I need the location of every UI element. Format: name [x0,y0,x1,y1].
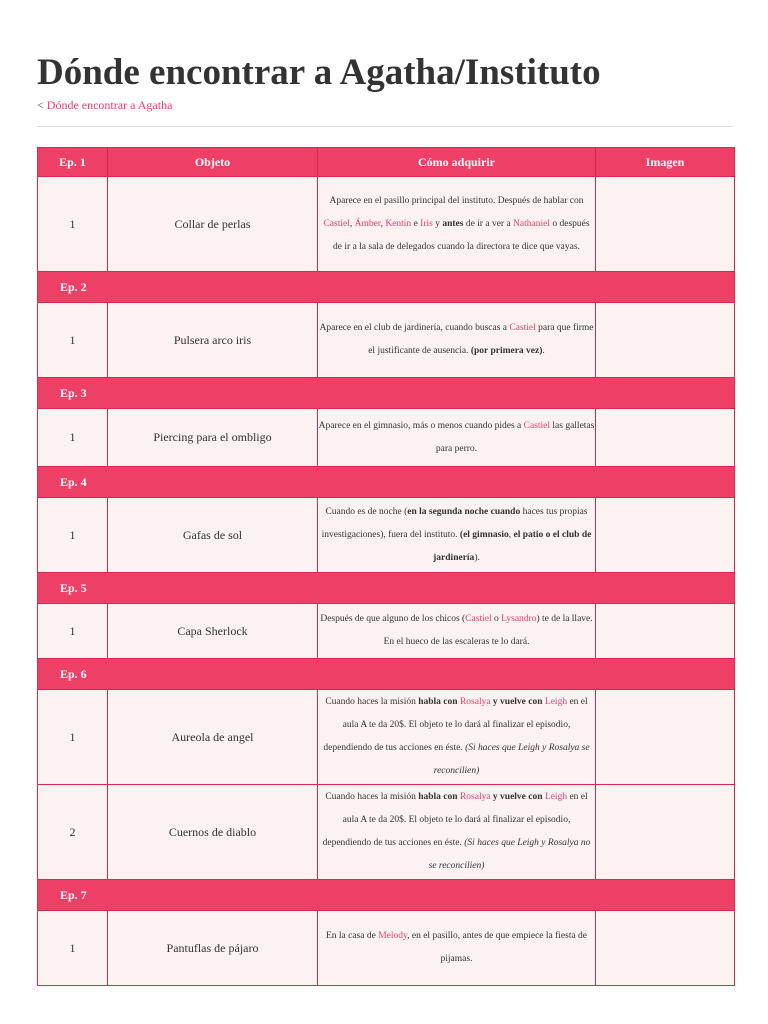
table-row [38,604,735,659]
description-text: en el aula A te da 20$. El objeto te lo dará al finalizar el episodio, dependiendo de tus acciones en éste. [323,697,588,753]
character-link[interactable]: Castiel [509,323,536,333]
episode-row [38,467,735,498]
description-text: ). [474,552,480,563]
description-text: en el aula A te da 20$. El objeto te lo dará al finalizar el episodio, dependiendo de tus acciones en éste. [322,792,588,848]
character-link[interactable]: Ámber [354,218,381,229]
character-link[interactable]: Castiel [523,420,551,431]
table-row [38,785,735,880]
character-link[interactable]: Leigh [544,792,568,802]
object-name: Capa Sherlock [108,604,318,659]
table-row [38,498,735,573]
image-cell [596,604,735,659]
description-text: haces tus propias investigaciones), fuera del instituto. [321,506,588,540]
description-text: e [411,218,421,229]
emphasis-text: antes [442,218,464,229]
character-link[interactable]: Castiel [323,218,350,229]
table-row [38,911,735,986]
description-text: , [508,529,514,540]
row-number: 1 [38,303,108,378]
episode-label: Ep. 3 [38,378,735,409]
emphasis-text: (el gimnasio [459,529,509,540]
object-name: Pantuflas de pájaro [108,911,318,986]
description-text: Aparece en el gimnasio, más o menos cuando pides a [318,420,524,431]
how-to-get [318,604,596,659]
row-number: 1 [38,690,108,785]
object-name: Gafas de sol [108,498,318,573]
row-number: 2 [38,785,108,880]
episode-label: Ep. 7 [38,880,735,911]
character-link[interactable]: Kentin [385,218,412,229]
character-link[interactable]: Castiel [465,614,492,624]
object-name: Aureola de angel [108,690,318,785]
character-link[interactable]: Rosalya [459,792,491,802]
description-text: o después de ir a la sala de delegados cuando la directora te dice que vayas. [333,218,590,252]
object-name: Pulsera arco iris [108,303,318,378]
description-text: . [542,346,545,356]
description-text: Aparece en el club de jardinería, cuando buscas a [319,323,510,333]
row-number: 1 [38,498,108,573]
object-name: Collar de perlas [108,177,318,272]
episode-label: Ep. 2 [38,272,735,303]
description-text: para que firme el justificante de ausencia. [368,323,594,356]
character-link[interactable]: Rosalya [459,697,491,707]
how-to-get [318,690,596,785]
image-cell [596,911,735,986]
table-row [38,690,735,785]
description-text: Cuando haces la misión [325,697,419,707]
how-to-get [318,911,596,986]
description-text: , [380,218,386,229]
how-to-get [318,409,596,467]
episode-row [38,659,735,690]
character-link[interactable]: Nathaniel [513,218,550,229]
episode-row [38,880,735,911]
emphasis-text: habla con [418,697,458,707]
row-number: 1 [38,409,108,467]
emphasis-text: (por primera vez) [470,346,543,356]
description-text: las galletas para perro. [435,420,595,454]
header-how: Cómo adquirir [318,148,596,177]
how-to-get [318,177,596,272]
note-text: (Si haces que Leigh y Rosalya no se reconcilien) [428,838,591,871]
table-row [38,303,735,378]
image-cell [596,690,735,785]
character-link[interactable]: Lysandro [501,614,537,624]
page-title: Dónde encontrar a Agatha/Instituto [37,52,601,93]
episode-label: Ep. 6 [38,659,735,690]
image-cell [596,785,735,880]
emphasis-text: habla con [418,792,458,802]
episode-row [38,272,735,303]
table-row [38,409,735,467]
table-row [38,177,735,272]
description-text: , en el pasillo, antes de que empiece la fiesta de pijamas. [407,931,588,964]
description-text: Cuando haces la misión [325,792,419,802]
character-link[interactable]: Leigh [544,697,568,707]
header-object: Objeto [108,148,318,177]
description-text: Cuando es de noche ( [325,506,408,517]
image-cell [596,498,735,573]
image-cell [596,409,735,467]
row-number: 1 [38,911,108,986]
description-text: de ir a ver a [463,218,514,229]
description-text: Aparece en el pasillo principal del instituto. Después de hablar con [329,195,584,206]
emphasis-text: el patio o el club de jardinería [433,529,592,563]
description-text: ) te de la llave. En el hueco de las escaleras te lo dará. [383,614,593,647]
breadcrumb-prefix: < [37,98,47,112]
emphasis-text: y vuelve con [492,697,543,707]
emphasis-text: en la segunda noche cuando [407,506,521,517]
object-name: Cuernos de diablo [108,785,318,880]
how-to-get [318,785,596,880]
how-to-get [318,303,596,378]
description-text: o [491,614,502,624]
breadcrumb [37,97,172,113]
character-link[interactable]: Melody [378,931,408,941]
episode-row [38,378,735,409]
object-name: Piercing para el ombligo [108,409,318,467]
row-number: 1 [38,604,108,659]
header-image: Imagen [596,148,735,177]
how-to-get [318,498,596,573]
image-cell [596,303,735,378]
emphasis-text: y vuelve con [492,792,543,802]
note-text: (Si haces que Leigh y Rosalya se reconcilien) [433,743,590,776]
description-text: , [349,218,355,229]
header-row [38,148,735,177]
episode-row [38,573,735,604]
header-episode: Ep. 1 [38,148,108,177]
title-divider [37,126,733,127]
episode-label: Ep. 5 [38,573,735,604]
description-text: Después de que alguno de los chicos ( [320,614,466,624]
episode-label: Ep. 4 [38,467,735,498]
breadcrumb-link[interactable]: Dónde encontrar a Agatha [46,98,173,112]
description-text: En la casa de [325,931,379,941]
row-number: 1 [38,177,108,272]
items-table [37,147,735,986]
character-link[interactable]: Iris [420,218,433,229]
image-cell [596,177,735,272]
description-text: y [432,218,443,229]
